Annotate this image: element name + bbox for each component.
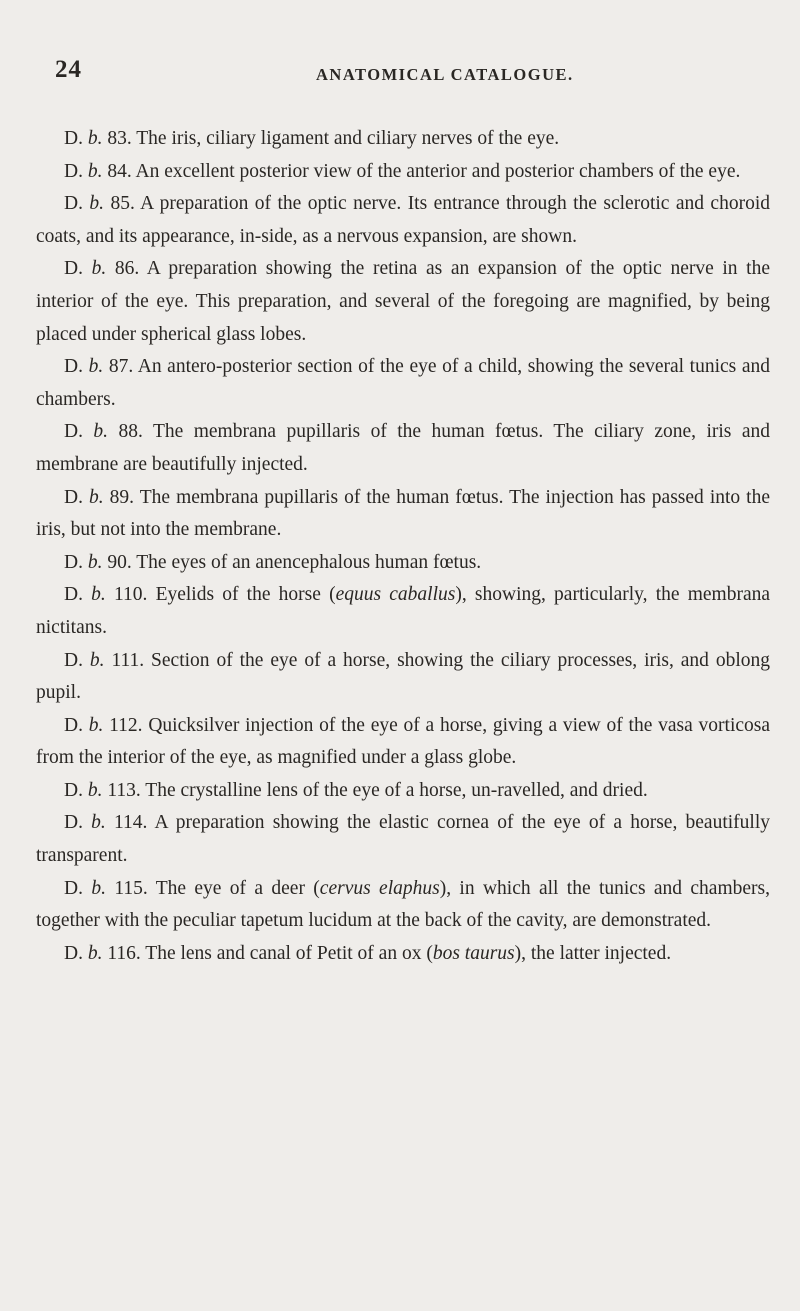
latin-name: equus caballus (335, 584, 456, 606)
entry-series: b. (88, 714, 104, 736)
catalogue-entry (36, 775, 770, 808)
entry-prefix: D. (64, 160, 83, 182)
entry-text: A preparation showing the elastic cornea of the eye of a horse, beautifully transparent. (36, 812, 770, 867)
entry-number: 86. (114, 258, 140, 280)
entry-number: 110. (113, 584, 148, 606)
catalogue-entry (36, 873, 770, 938)
entry-series: b. (88, 356, 104, 378)
entry-prefix: D. (64, 812, 83, 834)
entry-number: 90. (107, 551, 132, 573)
entry-text: The crystalline lens of the eye of a horse, un-ravelled, and dried. (145, 779, 648, 801)
entry-text: The lens and canal of Petit of an ox ( (145, 942, 433, 964)
catalogue-entry (36, 938, 770, 971)
catalogue-entry (36, 547, 770, 580)
entry-text: ), in which all the tunics and chambers, together with the peculiar tapetum lucidum at the back of the cavity, are demonstrated. (36, 877, 770, 932)
entry-number: 111. (111, 649, 145, 671)
entry-number: 89. (109, 486, 135, 508)
entry-number: 85. (110, 193, 135, 215)
entry-text: A preparation of the optic nerve. Its entrance through the sclerotic and choroid coats, and its appearance, in-side, as a nervous expansion, are shown. (36, 193, 770, 247)
entry-prefix: D. (64, 779, 83, 801)
entry-number: 112. (109, 714, 143, 736)
entry-number: 116. (107, 942, 141, 964)
catalogue-entry (36, 123, 770, 156)
page-header (36, 56, 770, 96)
entry-text: Section of the eye of a horse, showing the ciliary processes, iris, and oblong pupil. (36, 649, 771, 704)
entry-text: The eyes of an anencephalous human fœtus. (136, 551, 482, 573)
entry-prefix: D. (64, 877, 83, 899)
catalogue-entry (36, 579, 770, 644)
entry-series: b. (89, 193, 105, 215)
catalogue-entry (36, 645, 770, 710)
entry-text: Quicksilver injection of the eye of a horse, giving a view of the vasa vorticosa from the interior of the eye, as magnified under a glass globe. (36, 714, 771, 769)
entry-series: b. (93, 421, 109, 443)
catalogue-entry (36, 482, 770, 547)
entry-text: The membrana pupillaris of the human fœtus. The injection has passed into the iris, but not into the membrane. (36, 486, 771, 541)
entry-text: ), showing, particularly, the membrana nictitans. (36, 584, 771, 638)
entry-text: A preparation showing the retina as an expansion of the optic nerve in the interior of the eye. This preparation, and several of the foregoing are magnified, by being placed under spherical glass lobes. (36, 258, 770, 345)
entry-prefix: D. (64, 551, 83, 573)
entry-prefix: D. (64, 421, 83, 443)
entry-series: b. (87, 942, 103, 964)
entry-prefix: D. (64, 128, 83, 149)
entry-series: b. (91, 812, 106, 834)
entry-number: 115. (114, 877, 148, 899)
catalogue-entry (36, 156, 770, 189)
entry-number: 114. (114, 812, 148, 834)
entry-text: The iris, ciliary ligament and ciliary nerves of the eye. (136, 128, 560, 149)
catalogue-entry (36, 351, 770, 416)
entry-text: ), the latter injected. (514, 942, 672, 964)
entry-number: 84. (107, 160, 132, 182)
entry-prefix: D. (64, 193, 83, 215)
entry-series: b. (91, 877, 106, 899)
entry-series: b. (87, 160, 103, 182)
catalogue-entry (36, 253, 770, 351)
entry-prefix: D. (64, 714, 83, 736)
entry-prefix: D. (64, 258, 83, 280)
catalogue-entry (36, 710, 770, 775)
running-title: ANATOMICAL CATALOGUE. (316, 65, 574, 84)
entry-number: 88. (118, 421, 143, 443)
entry-series: b. (87, 551, 103, 573)
page-number: 24 (55, 56, 82, 83)
entry-number: 83. (107, 128, 132, 149)
entry-prefix: D. (64, 942, 83, 964)
entry-series: b. (89, 486, 104, 508)
entry-series: b. (91, 584, 106, 606)
entry-series: b. (91, 258, 107, 280)
entry-series: b. (87, 128, 103, 149)
catalogue-entry (36, 188, 770, 253)
entry-number: 113. (107, 779, 141, 801)
entry-number: 87. (108, 356, 134, 378)
latin-name: cervus elaphus (319, 877, 440, 899)
entry-text: An antero-posterior section of the eye of a child, showing the several tunics and chambers. (36, 356, 770, 410)
entry-text: An excellent posterior view of the anterior and posterior chambers of the eye. (135, 160, 741, 182)
entry-prefix: D. (64, 649, 83, 671)
entry-series: b. (89, 649, 105, 671)
entry-text: The membrana pupillaris of the human fœtus. The ciliary zone, iris and membrane are beautifully injected. (36, 421, 770, 475)
latin-name: bos taurus (432, 942, 515, 964)
entry-series: b. (87, 779, 103, 801)
catalogue-entries (36, 123, 770, 970)
catalogue-entry (36, 807, 770, 872)
entry-prefix: D. (64, 356, 83, 378)
entry-text: Eyelids of the horse ( (155, 584, 336, 606)
entry-prefix: D. (64, 486, 83, 508)
catalogue-entry (36, 416, 770, 481)
entry-prefix: D. (64, 584, 83, 606)
entry-text: The eye of a deer ( (155, 877, 320, 899)
